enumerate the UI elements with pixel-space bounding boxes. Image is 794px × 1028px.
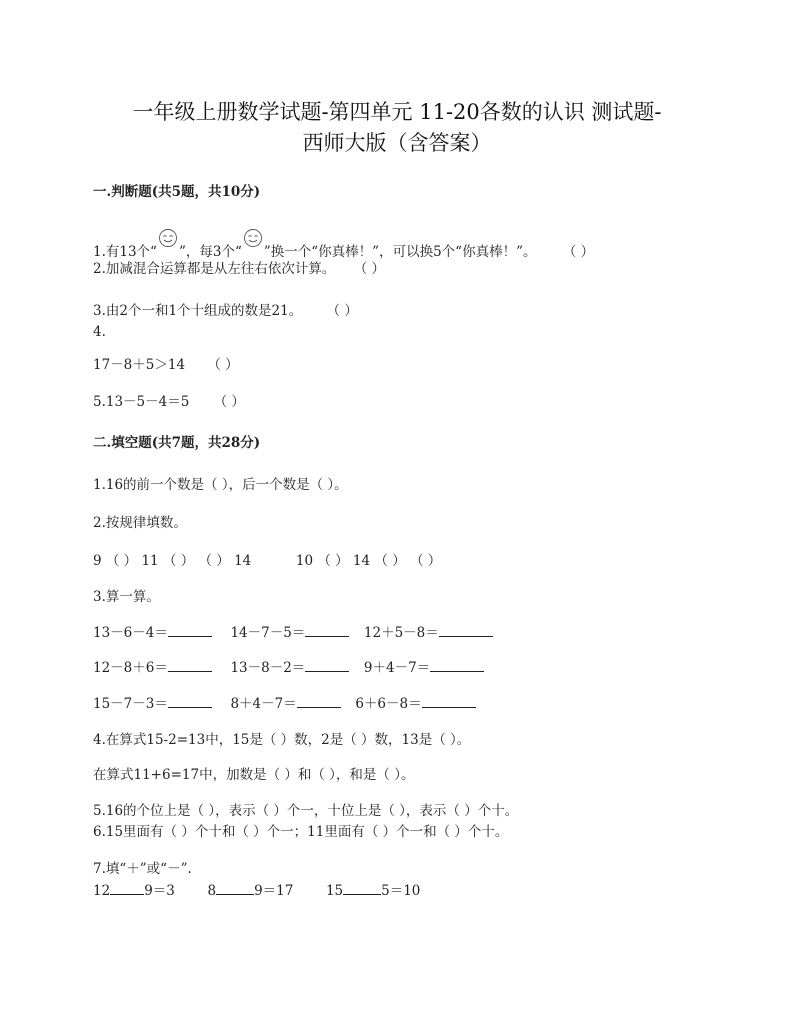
calc-item: 13－6－4＝ <box>93 625 168 641</box>
sequence-b: 10 （ ） 14 （ ） （ ） <box>295 553 442 569</box>
judgement-question-1 <box>93 238 594 261</box>
fill-question-6: 6.15里面有（ ）个十和（ ）个一；11里面有（ ）个一和（ ）个十。 <box>93 824 509 840</box>
q5-text: 5.13－5－4＝5 <box>93 394 190 410</box>
sign-blank[interactable] <box>343 882 381 895</box>
fill-question-4-line-b: 在算式11+6=17中，加数是（ ）和（ ），和是（ ）。 <box>93 767 415 783</box>
sign-item-left: 15 <box>325 883 344 899</box>
sign-item-right: 5＝10 <box>381 883 421 899</box>
sign-fill-row <box>93 882 420 900</box>
answer-bracket: （ ） <box>562 244 595 260</box>
answer-blank[interactable] <box>297 695 341 708</box>
answer-blank[interactable] <box>168 624 212 637</box>
sign-blank[interactable] <box>216 882 254 895</box>
sign-item-right: 9＝3 <box>144 883 175 899</box>
calc-item: 13－8－2＝ <box>230 660 306 676</box>
calc-item: 6＋6－8＝ <box>355 696 422 712</box>
smiley-face-icon <box>158 228 178 248</box>
fill-question-3: 3.算一算。 <box>93 589 160 605</box>
fill-question-2: 2.按规律填数。 <box>93 515 187 531</box>
answer-blank[interactable] <box>305 624 349 637</box>
fill-question-5: 5.16的个位上是（ ），表示（ ）个一，十位上是（ ），表示（ ）个十。 <box>93 803 519 819</box>
calc-row-3 <box>93 695 476 713</box>
answer-bracket: （ ） <box>353 261 385 277</box>
answer-blank[interactable] <box>305 659 349 672</box>
answer-blank[interactable] <box>439 624 493 637</box>
answer-blank[interactable] <box>168 659 212 672</box>
page-title-line1: 一年级上册数学试题-第四单元 11-20各数的认识 测试题- <box>132 100 662 124</box>
q2-text: 2.加减混合运算都是从左往右依次计算。 <box>93 261 336 277</box>
sign-item-left: 12 <box>93 883 111 899</box>
calc-row-1 <box>93 624 493 642</box>
q3-text: 3.由2个一和1个十组成的数是21。 <box>93 303 303 319</box>
calc-item: 9＋4－7＝ <box>363 660 431 676</box>
section-heading-judgement: 一.判断题(共5题，共10分) <box>93 184 261 200</box>
sign-blank[interactable] <box>110 882 144 895</box>
fill-question-1: 1.16的前一个数是（ ），后一个数是（ ）。 <box>93 477 348 493</box>
answer-blank[interactable] <box>168 695 212 708</box>
sign-item-right: 9＝17 <box>254 883 294 899</box>
sequence-a: 9 （ ） 11 （ ） （ ） 14 <box>93 553 252 569</box>
section-heading-fill-in: 二.填空题(共7题，共28分) <box>93 435 261 451</box>
q1-text-a: 1.有13个“ <box>93 244 157 260</box>
answer-bracket: （ ） <box>326 303 358 319</box>
calc-row-2 <box>93 659 484 677</box>
q1-text-c: ”换一个“你真棒！”，可以换5个“你真棒！”。 <box>263 244 537 260</box>
calc-item: 12－8＋6＝ <box>93 660 168 676</box>
q1-text-b: ”，每3个“ <box>178 244 242 260</box>
number-sequences <box>93 552 441 570</box>
judgement-question-2 <box>93 260 385 278</box>
calc-item: 12＋5－8＝ <box>363 625 439 641</box>
page-title-line2: 西师大版（含答案） <box>302 131 492 155</box>
answer-bracket: （ ） <box>207 357 239 373</box>
answer-bracket: （ ） <box>213 394 245 410</box>
answer-blank[interactable] <box>430 659 484 672</box>
calc-item: 14－7－5＝ <box>230 625 306 641</box>
judgement-question-3 <box>93 302 358 320</box>
calc-item: 8＋4－7＝ <box>230 696 297 712</box>
fill-question-7: 7.填“＋”或“－”. <box>93 861 192 877</box>
judgement-question-4-number: 4. <box>93 324 106 340</box>
judgement-question-5 <box>93 393 245 411</box>
answer-blank[interactable] <box>422 695 476 708</box>
q4-expression: 17－8＋5＞14 <box>93 357 186 373</box>
fill-question-4-line-a: 4.在算式15-2=13中，15是（ ）数，2是（ ）数，13是（ ）。 <box>93 732 471 748</box>
calc-item: 15－7－3＝ <box>93 696 168 712</box>
smiley-face-icon <box>243 228 263 248</box>
sign-item-left: 8 <box>207 883 217 899</box>
judgement-question-4 <box>93 356 239 374</box>
